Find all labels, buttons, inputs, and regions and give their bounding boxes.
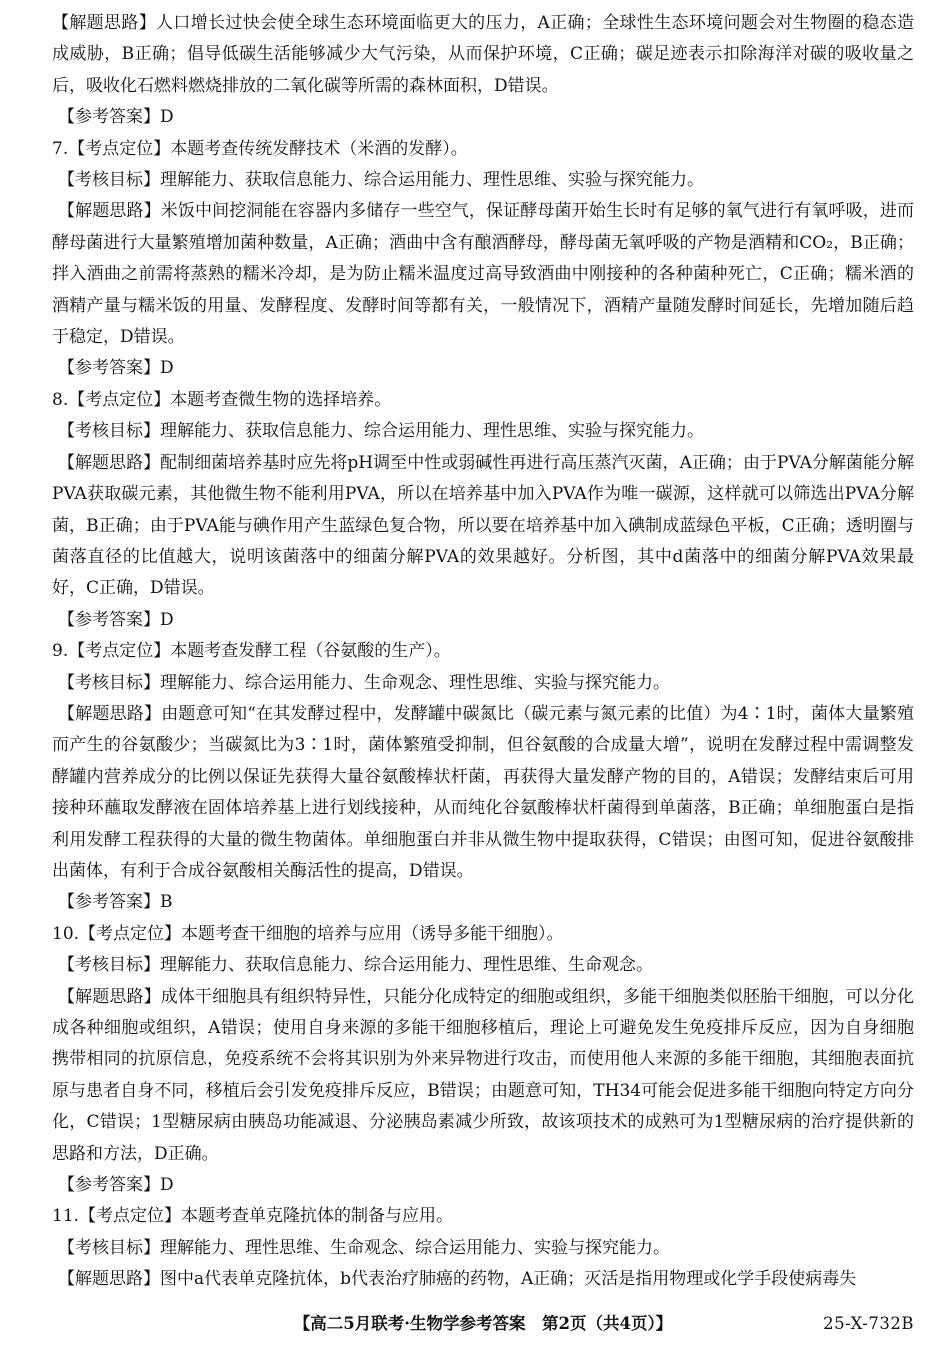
question-11 <box>52 1201 914 1295</box>
prev-analysis: 【解题思路】人口增长过快会使全球生态环境面临更大的压力，A正确；全球性生态环境问题会对生物圈的稳态造成威胁，B正确；倡导低碳生活能够减少大气污染，从而保护环境，C正确；碳足迹表示扣除海洋对碳的吸收量之后，吸收化石燃料燃烧排放的二氧化碳等所需的森林面积，D错误。 <box>52 13 914 96</box>
footer-code: 25-X-732B <box>823 1314 914 1333</box>
question-11-goal: 【考核目标】理解能力、理性思维、生命观念、综合运用能力、实验与探究能力。 <box>58 1237 670 1258</box>
question-7-analysis: 【解题思路】米饭中间挖洞能在容器内多储存一些空气，保证酵母菌开始生长时有足够的氧气进行有氧呼吸，进而酵母菌进行大量繁殖增加菌种数量，A正确；酒曲中含有酿酒酵母，酵母菌无氧呼吸的产物是酒精和CO₂，B正确；拌入酒曲之前需将蒸熟的糯米冷却，是为防止糯米温度过高导致酒曲中刚接种的各种菌种死亡，C正确；糯米酒的酒精产量与糯米饭的用量、发酵程度、发酵时间等都有关，一般情况下，酒精产量随发酵时间延长，先增加随后趋于稳定，D错误。 <box>52 201 914 348</box>
question-10-answer: 【参考答案】D <box>58 1175 174 1196</box>
question-8 <box>52 385 914 636</box>
question-8-goal: 【考核目标】理解能力、获取信息能力、综合运用能力、理性思维、实验与探究能力。 <box>58 421 704 442</box>
question-9 <box>52 636 914 919</box>
question-10-point: 10.【考点定位】本题考查干细胞的培养与应用（诱导多能干细胞）。 <box>52 923 564 944</box>
question-10-analysis: 【解题思路】成体干细胞具有组织特异性，只能分化成特定的细胞或组织，多能干细胞类似胚胎干细胞，可以分化成各种细胞或组织，A错误；使用自身来源的多能干细胞移植后，理论上可避免发生免疫排斥反应，因为自身细胞携带相同的抗原信息，免疫系统不会将其识别为外来异物进行攻击，而使用他人来源的多能干细胞，其细胞表面抗原与患者自身不同，移植后会引发免疫排斥反应，B错误；由题意可知，TH34可能会促进多能干细胞向特定方向分化，C错误；1型糖尿病由胰岛功能减退、分泌胰岛素减少所致，故该项技术的成熟可为1型糖尿病的治疗提供新的思路和方法，D正确。 <box>52 986 914 1164</box>
question-10 <box>52 919 914 1202</box>
question-9-answer: 【参考答案】B <box>58 892 173 913</box>
question-8-analysis: 【解题思路】配制细菌培养基时应先将pH调至中性或弱碱性再进行高压蒸汽灭菌，A正确；由于PVA分解菌能分解PVA获取碳元素，其他微生物不能利用PVA，所以在培养基中加入PVA作为唯一碳源，这样就可以筛选出PVA分解菌，B正确；由于PVA能与碘作用产生蓝绿色复合物，所以要在培养基中加入碘制成蓝绿色平板，C正确；透明圈与菌落直径的比值越大，说明该菌落中的细菌分解PVA的效果越好。分析图，其中d菌落中的细菌分解PVA效果最好，C正确，D错误。 <box>52 452 914 599</box>
question-9-goal: 【考核目标】理解能力、综合运用能力、生命观念、理性思维、实验与探究能力。 <box>58 672 670 693</box>
page-footer <box>52 1310 914 1338</box>
question-10-goal: 【考核目标】理解能力、获取信息能力、综合运用能力、理性思维、生命观念。 <box>58 955 653 976</box>
question-7-answer: 【参考答案】D <box>58 358 174 379</box>
footer-title: 【高二5月联考·生物学参考答案 第2页（共4页）】 <box>293 1314 673 1333</box>
question-9-analysis: 【解题思路】由题意可知“在其发酵过程中，发酵罐中碳氮比（碳元素与氮元素的比值）为4∶1时，菌体大量繁殖而产生的谷氨酸少；当碳氮比为3∶1时，菌体繁殖受抑制，但谷氨酸的合成量大增”，说明在发酵过程中需调整发酵罐内营养成分的比例以保证先获得大量谷氨酸棒状杆菌，再获得大量发酵产物的目的，A错误；发酵结束后可用接种环蘸取发酵液在固体培养基上进行划线接种，从而纯化谷氨酸棒状杆菌得到单菌落，B正确；单细胞蛋白是指利用发酵工程获得的大量的微生物菌体。单细胞蛋白并非从微生物中提取获得，C错误；由图可知，促进谷氨酸排出菌体，有利于合成谷氨酸相关酶活性的提高，D错误。 <box>52 703 914 881</box>
question-11-point: 11.【考点定位】本题考查单克隆抗体的制备与应用。 <box>52 1206 454 1227</box>
question-9-point: 9.【考点定位】本题考查发酵工程（谷氨酸的生产）。 <box>52 641 451 662</box>
question-7-goal: 【考核目标】理解能力、获取信息能力、综合运用能力、理性思维、实验与探究能力。 <box>58 170 704 191</box>
question-11-analysis: 【解题思路】图中a代表单克隆抗体，b代表治疗肺癌的药物，A正确；灭活是指用物理或化学手段使病毒失 <box>58 1269 857 1290</box>
question-7-point: 7.【考点定位】本题考查传统发酵技术（米酒的发酵）。 <box>52 138 468 159</box>
question-8-answer: 【参考答案】D <box>58 609 174 630</box>
page-content <box>52 8 914 1296</box>
question-8-point: 8.【考点定位】本题考查微生物的选择培养。 <box>52 389 392 410</box>
prev-answer: 【参考答案】D <box>58 107 174 128</box>
question-7 <box>52 134 914 385</box>
